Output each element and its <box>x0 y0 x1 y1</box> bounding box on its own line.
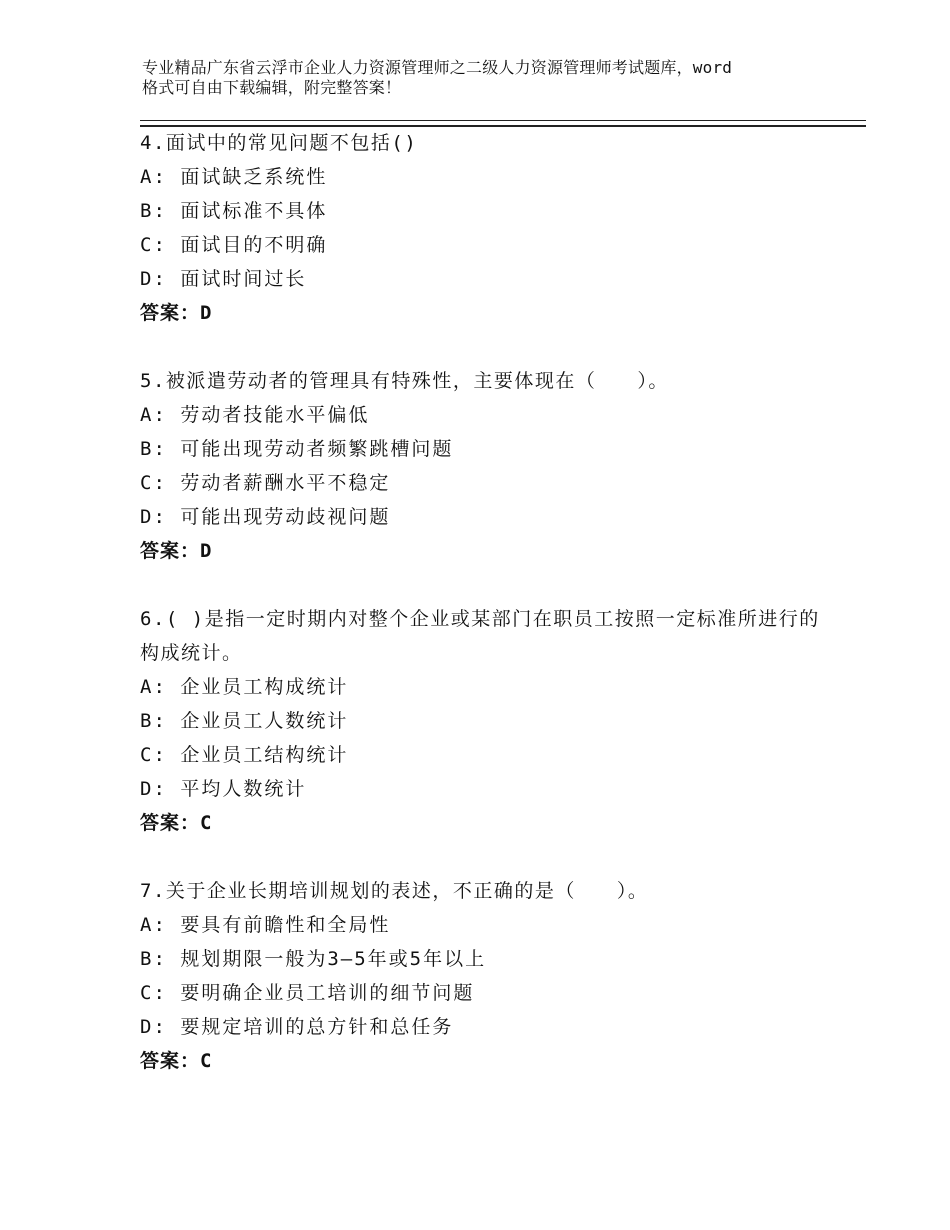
option-d: D: 可能出现劳动歧视问题 <box>140 506 391 528</box>
question-6 <box>140 602 840 840</box>
option-b: B: 企业员工人数统计 <box>140 710 349 732</box>
question-stem: 4.面试中的常见问题不包括() <box>140 132 418 154</box>
option-b: B: 面试标准不具体 <box>140 200 328 222</box>
spacer <box>140 330 840 364</box>
option-c: C: 企业员工结构统计 <box>140 744 349 766</box>
option-a: A: 劳动者技能水平偏低 <box>140 404 370 426</box>
header-line-1: 专业精品广东省云浮市企业人力资源管理师之二级人力资源管理师考试题库，word <box>142 58 733 77</box>
question-list <box>140 126 840 1078</box>
answer: 答案：D <box>140 540 213 562</box>
option-d: D: 面试时间过长 <box>140 268 307 290</box>
option-b: B: 规划期限一般为3—5年或5年以上 <box>140 948 487 970</box>
answer: 答案：D <box>140 302 213 324</box>
question-stem: 5.被派遣劳动者的管理具有特殊性，主要体现在（ ）。 <box>140 370 669 392</box>
option-a: A: 要具有前瞻性和全局性 <box>140 914 391 936</box>
page-header <box>142 58 842 98</box>
header-line-2: 格式可自由下载编辑，附完整答案！ <box>142 78 402 97</box>
option-d: D: 要规定培训的总方针和总任务 <box>140 1016 454 1038</box>
question-7 <box>140 874 840 1078</box>
option-a: A: 企业员工构成统计 <box>140 676 349 698</box>
option-c: C: 面试目的不明确 <box>140 234 328 256</box>
question-stem: 6.( )是指一定时期内对整个企业或某部门在职员工按照一定标准所进行的构成统计。 <box>140 608 820 664</box>
option-b: B: 可能出现劳动者频繁跳槽问题 <box>140 438 454 460</box>
option-c: C: 要明确企业员工培训的细节问题 <box>140 982 475 1004</box>
answer: 答案：C <box>140 812 213 834</box>
option-d: D: 平均人数统计 <box>140 778 307 800</box>
option-a: A: 面试缺乏系统性 <box>140 166 328 188</box>
question-stem: 7.关于企业长期培训规划的表述，不正确的是（ ）。 <box>140 880 649 902</box>
spacer <box>140 568 840 602</box>
question-5 <box>140 364 840 568</box>
option-c: C: 劳动者薪酬水平不稳定 <box>140 472 391 494</box>
spacer <box>140 840 840 874</box>
answer: 答案：C <box>140 1050 213 1072</box>
question-4 <box>140 126 840 330</box>
